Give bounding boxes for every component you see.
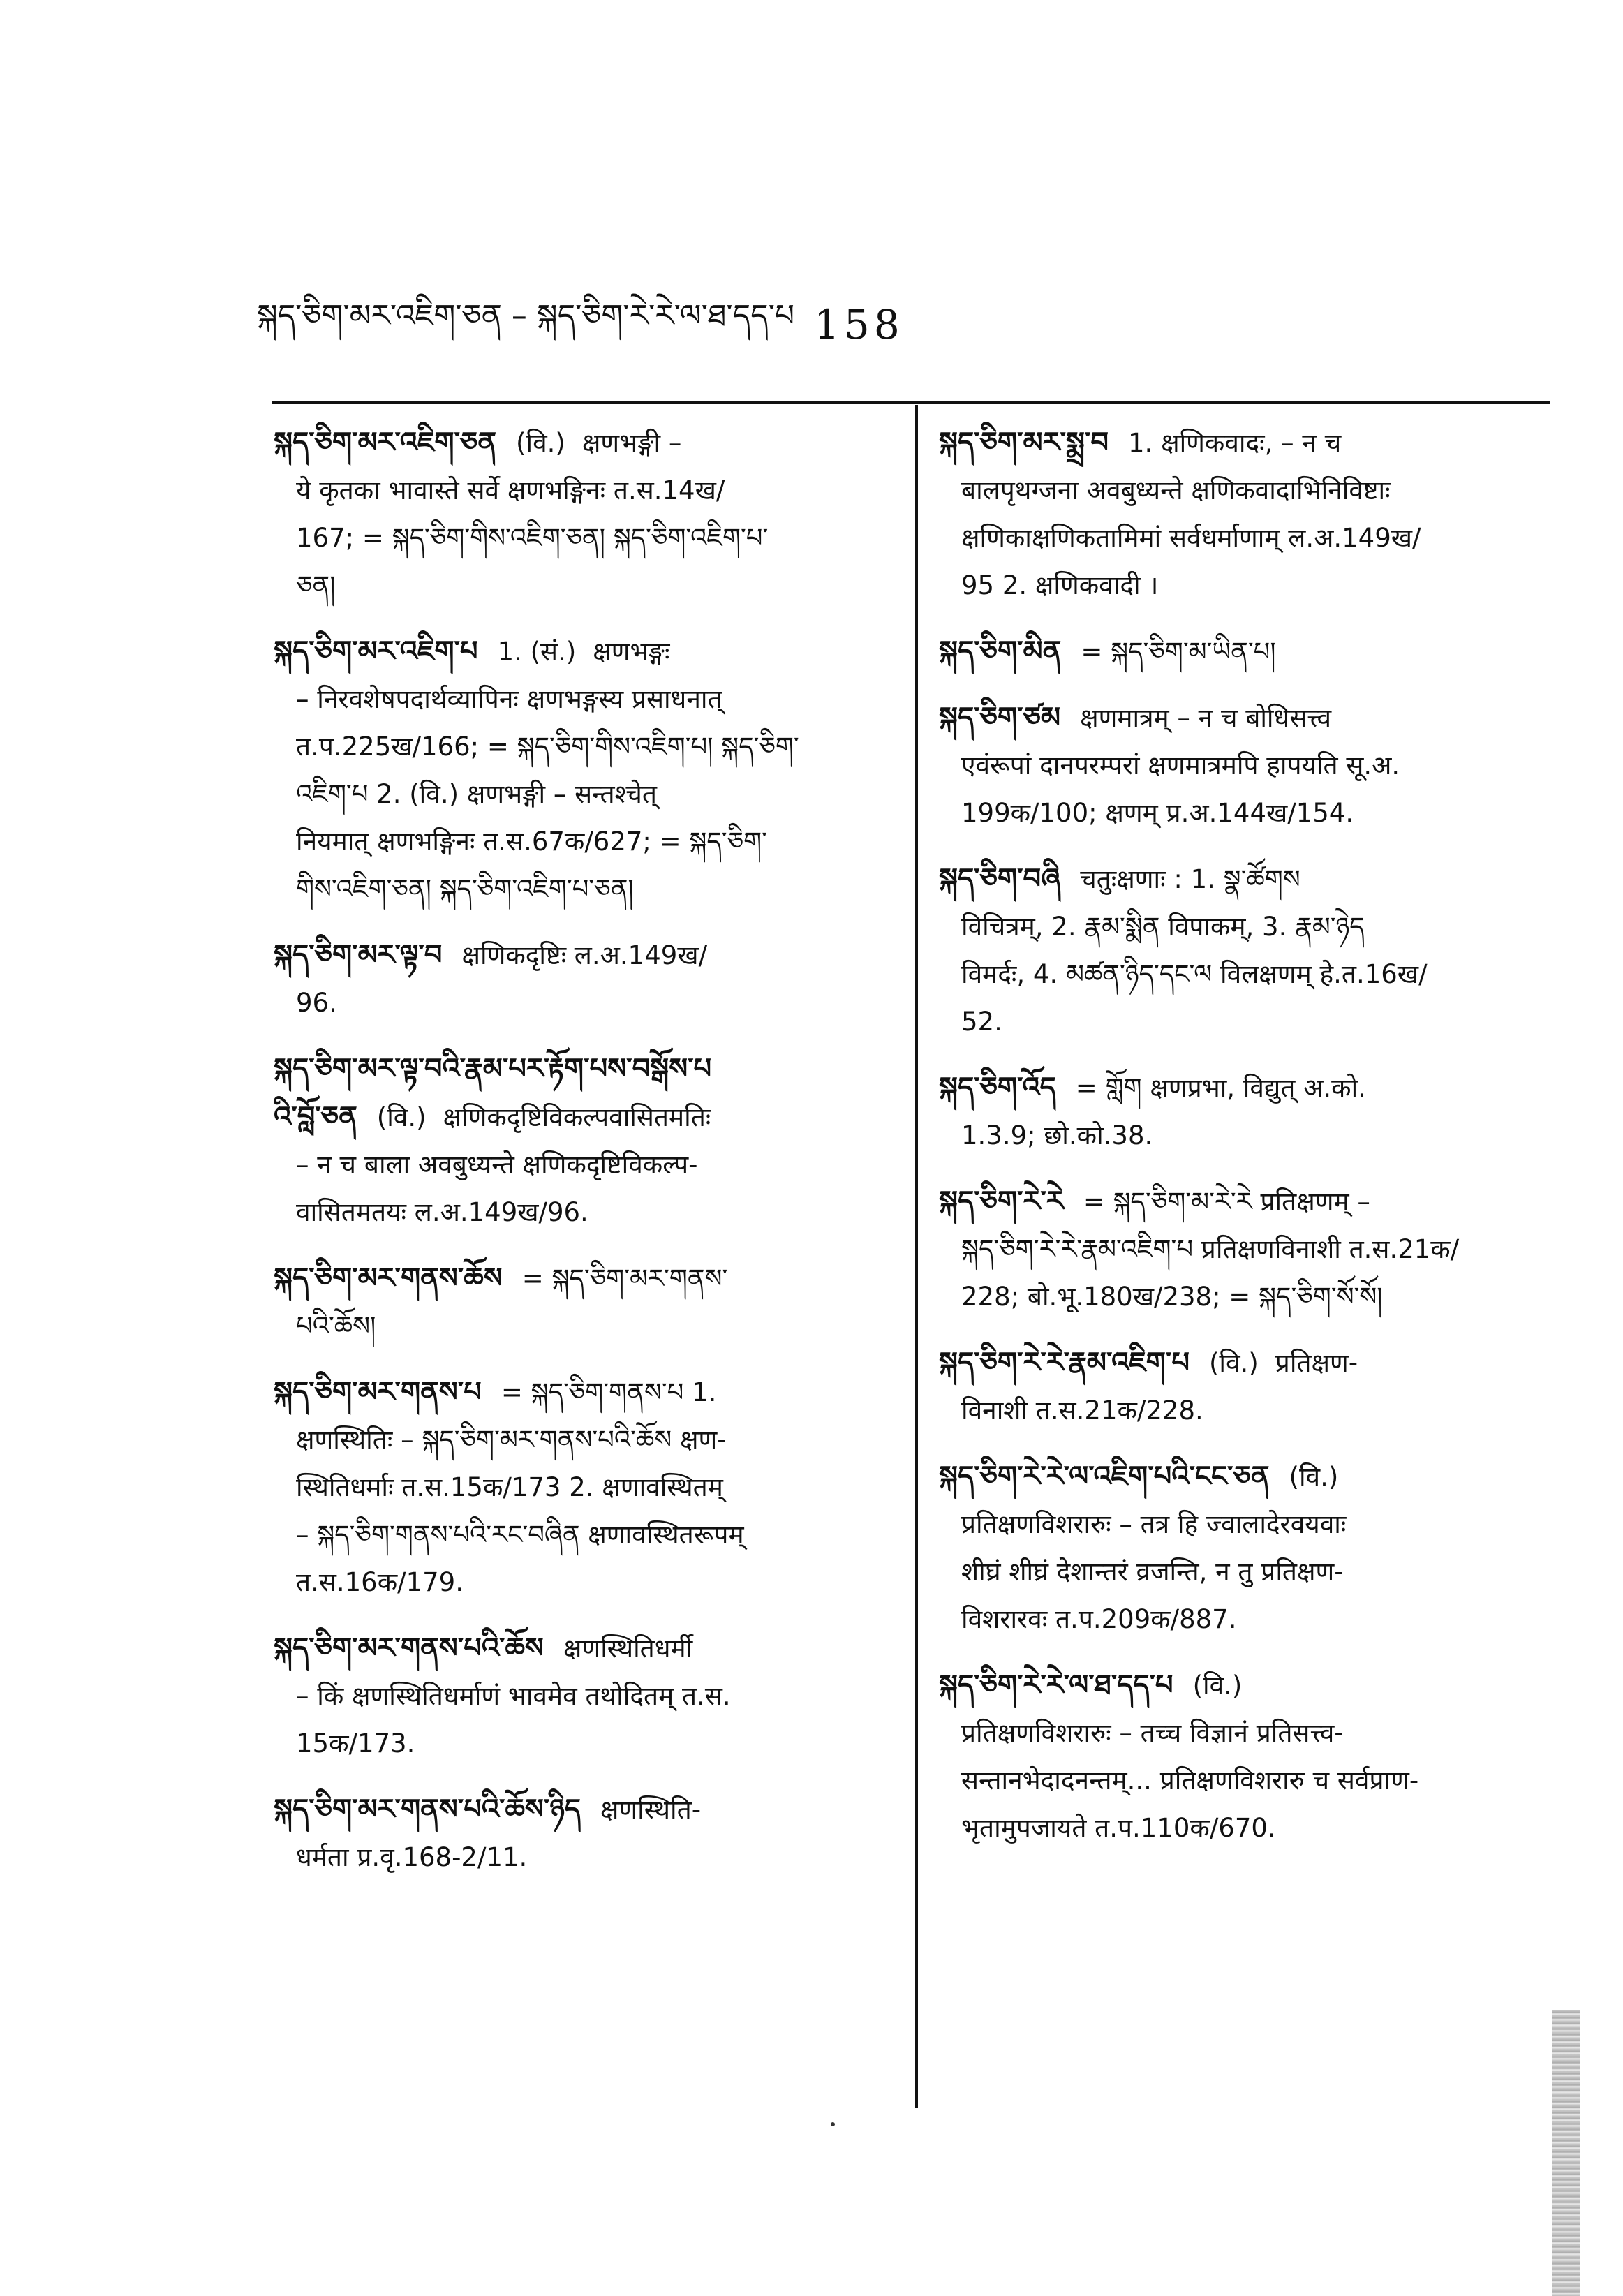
entry-line	[939, 1501, 1553, 1548]
entry-text: प्रतिक्षणविशरारुः – तच्च विज्ञानं प्रतिसत्त्व-	[961, 1718, 1344, 1748]
entry-line	[939, 903, 1553, 951]
entry-line	[274, 514, 888, 562]
dictionary-entry	[939, 419, 1553, 609]
entry-line	[274, 1834, 888, 1881]
headword: སྐད་ཅིག་མར་གནས་པའི་ཆོས་ཉིད	[274, 1793, 581, 1825]
headword: སྐད་ཅིག་མར་སྨྲ་བ	[939, 427, 1109, 459]
column-divider	[915, 405, 918, 2108]
entry-line	[274, 979, 888, 1027]
dictionary-entry	[274, 1624, 888, 1768]
entry-line	[939, 514, 1553, 562]
dictionary-entry	[274, 628, 888, 913]
entry-text: འཇིག་པ 2. (वि.) क्षणभङ्गी – सन्तश्चेत्	[296, 779, 657, 809]
entry-text: विमर्दः, 4. མཚན་ཉིད་དང་ལ विलक्षणम् हे.त.16ख/	[961, 959, 1428, 989]
entry-text: त.प.225ख/166; = སྐད་ཅིག་གིས་འཇིག་པ། སྐད་ཅིག་	[296, 732, 799, 762]
entry-line	[939, 1596, 1553, 1643]
entry-text: – निरवशेषपदार्थव्यापिनः क्षणभङ्गस्य प्रसाधनात्	[296, 684, 722, 714]
entry-line	[939, 855, 1553, 903]
entry-text: चतुःक्षणाः : 1. སྣ་ཚོགས	[1080, 864, 1300, 894]
dictionary-entry	[939, 855, 1553, 1046]
dictionary-entry	[274, 419, 888, 609]
entry-line	[939, 951, 1553, 998]
dictionary-entry	[274, 1254, 888, 1350]
left-column	[274, 419, 888, 1899]
entry-line	[274, 562, 888, 609]
grammar-tag: (वि.)	[1208, 1348, 1259, 1378]
entry-text: शीघ्रं शीघ्रं देशान्तरं व्रजन्ति, न तु प्रतिक्षण-	[961, 1557, 1344, 1587]
entry-text: གིས་འཇིག་ཅན། སྐད་ཅིག་འཇིག་པ་ཅན།	[296, 874, 634, 904]
entry-line	[274, 818, 888, 866]
entry-line	[274, 467, 888, 514]
headword: སྐད་ཅིག་རེ་རེ་ལ་ཐ་དད་པ	[939, 1669, 1173, 1701]
entry-text: विचित्रम्, 2. རྣམ་སྨིན विपाकम्, 3. རྣམ་ཉེད	[961, 912, 1365, 942]
entry-line	[939, 694, 1553, 742]
entry-line	[274, 1416, 888, 1464]
dictionary-entry	[939, 1661, 1553, 1852]
headword: སྐད་ཅིག་མིན	[939, 635, 1062, 667]
entry-text: क्षणिकदृष्टिः ल.अ.149ख/	[461, 940, 708, 970]
entry-line	[274, 1189, 888, 1236]
entry-line	[274, 1624, 888, 1673]
scan-edge	[1552, 2010, 1580, 2296]
entry-text: क्षणमात्रम् – न च बोधिसत्त्व	[1080, 703, 1332, 733]
entry-text: क्षणस्थितिः – སྐད་ཅིག་མར་གནས་པའི་ཆོས क्षण-	[296, 1425, 727, 1455]
entry-text: धर्मता प्र.वृ.168-2/11.	[296, 1842, 528, 1872]
headword: སྐད་ཅིག་མར་གནས་པ	[274, 1376, 482, 1408]
entry-text: क्षणिकदृष्टिविकल्पवासितमतिः	[443, 1102, 711, 1132]
entry-text: = སྐད་ཅིག་མ་ཡིན་པ།	[1081, 637, 1276, 667]
entry-line	[274, 676, 888, 723]
entry-line	[274, 771, 888, 818]
entry-line	[939, 742, 1553, 790]
entry-text: ये कृतका भावास्ते सर्वे क्षणभङ्गिनः त.स.14ख/	[296, 475, 725, 505]
headword: སྐད་ཅིག་མར་འཇིག་པ	[274, 635, 478, 667]
entry-line	[939, 1548, 1553, 1596]
entry-line	[274, 1368, 888, 1416]
entry-line	[274, 1511, 888, 1559]
entry-line	[274, 1786, 888, 1834]
dictionary-entry	[939, 1178, 1553, 1321]
entry-line	[939, 1064, 1553, 1112]
entry-text: = གློག क्षणप्रभा, विद्युत् अ.को.	[1075, 1073, 1366, 1103]
entry-text: सन्तानभेदादनन्तम्... प्रतिक्षणविशरारु च सर्वप्राण-	[961, 1765, 1419, 1795]
entry-line	[939, 1178, 1553, 1226]
page-number: 158	[814, 301, 904, 348]
dictionary-entry	[274, 1045, 888, 1236]
entry-text: विशरारवः त.प.209क/887.	[961, 1604, 1237, 1634]
entry-line	[274, 1045, 888, 1093]
entry-line	[939, 1273, 1553, 1321]
entry-text: 1. क्षणिकवादः, – न च	[1128, 428, 1342, 458]
entry-line	[274, 1464, 888, 1511]
page-header	[257, 300, 1374, 349]
grammar-tag: 1. (सं.)	[497, 637, 577, 667]
entry-text: – སྐད་ཅིག་གནས་པའི་རང་བཞིན क्षणावस्थितरूपम्	[296, 1520, 744, 1550]
headword: སྐད་ཅིག་མར་གནས་པའི་ཆོས	[274, 1632, 544, 1664]
entry-text: 199क/100; क्षणम् प्र.अ.144ख/154.	[961, 798, 1354, 828]
grammar-tag: (वि.)	[1289, 1462, 1339, 1492]
header-rule	[272, 401, 1550, 404]
entry-text: प्रतिक्षण-	[1275, 1348, 1358, 1378]
header-range: སྐད་ཅིག་མར་འཇིག་ཅན – སྐད་ཅིག་རེ་རེ་ལ་ཐ་དད་པ	[257, 298, 795, 334]
entry-text: = སྐད་ཅིག་མ་རེ་རེ प्रतिक्षणम् –	[1083, 1187, 1370, 1217]
entry-line	[274, 1673, 888, 1720]
dictionary-entry	[939, 628, 1553, 676]
entry-text: – किं क्षणस्थितिधर्माणं भावमेव तथोदितम् त.स.	[296, 1681, 731, 1711]
entry-text: स्थितिधर्माः त.स.15क/173 2. क्षणावस्थितम्	[296, 1472, 723, 1502]
headword: སྐད་ཅིག་རེ་རེ	[939, 1185, 1064, 1217]
grammar-tag: (वि.)	[376, 1102, 427, 1132]
entry-text: प्रतिक्षणविशरारुः – तत्र हि ज्वालादेरवयवाः	[961, 1509, 1347, 1539]
dictionary-entry	[274, 1786, 888, 1881]
entry-line	[274, 1559, 888, 1606]
headword: སྐད་ཅིག་རེ་རེ་རྣམ་འཇིག་པ	[939, 1347, 1190, 1379]
entry-line	[274, 866, 888, 913]
entry-line	[939, 1805, 1553, 1852]
entry-line	[939, 998, 1553, 1046]
grammar-tag: (वि.)	[516, 428, 565, 458]
entry-text: པའི་ཆོས།	[296, 1311, 376, 1341]
entry-line	[939, 1226, 1553, 1273]
entry-text: 228; बो.भू.180ख/238; = སྐད་ཅིག་སོ་སོ།	[961, 1282, 1383, 1312]
entry-line	[274, 931, 888, 979]
entry-line	[274, 1093, 888, 1141]
right-column	[939, 419, 1553, 1870]
entry-text: नियमात् क्षणभङ्गिनः त.स.67क/627; = སྐད་ཅིག་	[296, 827, 767, 857]
entry-text: एवंरूपां दानपरम्परां क्षणमात्रमपि हापयति सू.अ.	[961, 750, 1400, 780]
headword: སྐད་ཅིག་འོད	[939, 1072, 1056, 1104]
scan-dot	[831, 2122, 835, 2126]
entry-text: भृतामुपजायते त.प.110क/670.	[961, 1813, 1276, 1843]
dictionary-entry	[274, 931, 888, 1027]
dictionary-entry	[274, 1368, 888, 1606]
headword: སྐད་ཅིག་མར་གནས་ཆོས	[274, 1262, 503, 1294]
headword: སྐད་ཅིག་རེ་རེ་ལ་འཇིག་པའི་ངང་ཅན	[939, 1460, 1270, 1493]
entry-text: སྐད་ཅིག་རེ་རེ་རྣམ་འཇིག་པ प्रतिक्षणविनाशी त.स.21क/	[961, 1234, 1460, 1264]
entry-line	[939, 467, 1553, 514]
entry-line	[939, 1112, 1553, 1160]
headword: སྐད་ཅིག་མར་ལྟ་བ	[274, 939, 443, 971]
dictionary-entry	[939, 694, 1553, 837]
entry-text: 1.3.9; छो.को.38.	[961, 1120, 1153, 1150]
entry-line	[939, 1710, 1553, 1757]
entry-line	[939, 1661, 1553, 1710]
entry-text: = སྐད་ཅིག་གནས་པ 1.	[501, 1377, 717, 1407]
entry-text: क्षणभङ्गः	[593, 637, 670, 667]
entry-text: क्षणस्थिति-	[600, 1795, 702, 1825]
entry-text: 95 2. क्षणिकवादी ।	[961, 570, 1159, 600]
entry-line	[274, 419, 888, 467]
dictionary-entry	[939, 1453, 1553, 1643]
entry-line	[274, 1141, 888, 1189]
entry-text: बालपृथग्जना अवबुध्यन्ते क्षणिकवादाभिनिविष्टाः	[961, 475, 1391, 505]
dictionary-entry	[939, 1339, 1553, 1435]
entry-text: वासितमतयः ल.अ.149ख/96.	[296, 1197, 588, 1227]
entry-line	[274, 1254, 888, 1303]
entry-text: क्षणस्थितिधर्मी	[563, 1634, 693, 1664]
entry-text: विनाशी त.स.21क/228.	[961, 1395, 1203, 1425]
headword: འི་བློ་ཅན	[274, 1101, 357, 1133]
entry-line	[274, 723, 888, 771]
entry-text: त.स.16क/179.	[296, 1567, 464, 1597]
entry-line	[939, 628, 1553, 676]
entry-text: क्षणभङ्गी –	[581, 428, 682, 458]
entry-text: 167; = སྐད་ཅིག་གིས་འཇིག་ཅན། སྐད་ཅིག་འཇིག་པ་	[296, 523, 769, 553]
headword: སྐད་ཅིག་མར་ལྟ་བའི་རྣམ་པར་རྟོག་པས་བསྒོས་པ	[274, 1053, 712, 1085]
headword: སྐད་ཅིག་ཙམ	[939, 702, 1061, 734]
entry-line	[939, 1453, 1553, 1501]
entry-line	[939, 1387, 1553, 1435]
dictionary-entry	[939, 1064, 1553, 1160]
entry-line	[274, 628, 888, 676]
entry-line	[274, 1720, 888, 1768]
entry-line	[939, 419, 1553, 467]
headword: སྐད་ཅིག་མར་འཇིག་ཅན	[274, 427, 497, 459]
entry-text: ཅན།	[296, 570, 336, 600]
entry-line	[939, 790, 1553, 837]
entry-text: – न च बाला अवबुध्यन्ते क्षणिकदृष्टिविकल्प-	[296, 1150, 698, 1180]
entry-text: 52.	[961, 1007, 1002, 1037]
entry-line	[939, 1757, 1553, 1805]
entry-text: 96.	[296, 988, 337, 1018]
headword: སྐད་ཅིག་བཞི	[939, 863, 1061, 895]
entry-text: = སྐད་ཅིག་མར་གནས་	[521, 1264, 728, 1294]
entry-line	[939, 1339, 1553, 1387]
grammar-tag: (वि.)	[1192, 1671, 1243, 1701]
entry-line	[939, 562, 1553, 609]
entry-line	[274, 1303, 888, 1350]
entry-text: 15क/173.	[296, 1728, 415, 1758]
entry-text: क्षणिकाक्षणिकतामिमां सर्वधर्माणाम् ल.अ.149ख/	[961, 523, 1421, 553]
